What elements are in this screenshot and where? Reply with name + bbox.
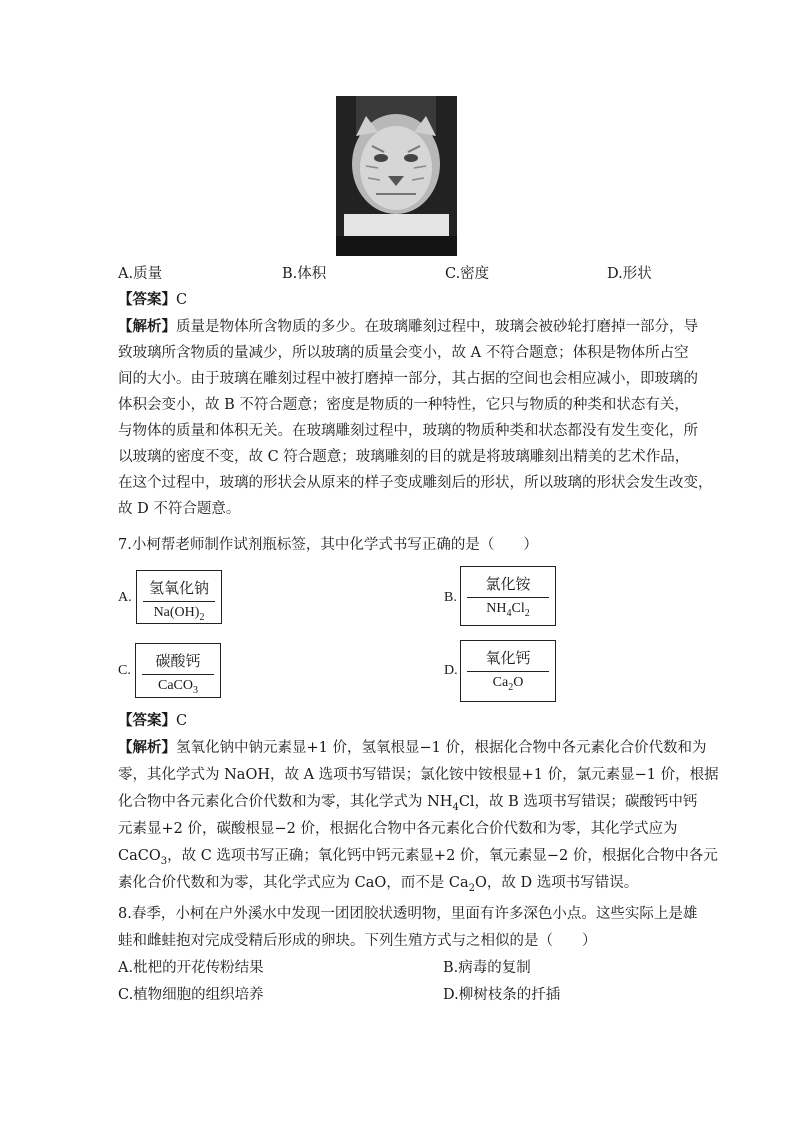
q6-analysis-line-4: 体积会变小，故 B 不符合题意；密度是物质的一种特性，它只与物质的种类和状态有关， (118, 397, 689, 413)
label-d-formula: $Ca_2O$ (492, 675, 524, 693)
q7-letter-b: B. (444, 590, 457, 605)
q7-label-b (460, 566, 556, 626)
analysis-tag: 【解析】 (118, 739, 176, 756)
answer-tag: 【答案】 (118, 712, 176, 729)
q6-analysis-line-7: 在这个过程中，玻璃的形状会从原来的样子变成雕刻后的形状，所以玻璃的形状会发生改变， (118, 475, 713, 491)
q7-label-c (135, 643, 221, 698)
label-c-rule (142, 674, 214, 675)
answer-tag: 【答案】 (118, 291, 176, 308)
tiger-image (336, 96, 457, 256)
analysis-tag: 【解析】 (118, 318, 176, 335)
label-d-rule (467, 671, 549, 672)
label-a-formula: $Na(OH)_2$ (153, 605, 205, 623)
q7-answer (118, 708, 187, 734)
q7-label-a (136, 570, 222, 624)
q6-analysis-line-2: 致玻璃所含物质的量减少，所以玻璃的质量会变小，故 A 不符合题意；体积是物体所占空 (118, 345, 689, 361)
q8-question-line-1: 8.春季，小柯在户外溪水中发现一团团胶状透明物，里面有许多深色小点。这些实际上是雄 (118, 906, 698, 922)
q7-analysis-line-6: 素化合价代数和为零，其化学式应为 CaO，而不是 $Ca_2O$，故 D 选项书写错误。 (118, 875, 639, 894)
label-b-name: 氯化铵 (485, 577, 531, 593)
q6-option-b: B.体积 (282, 266, 327, 282)
q7-label-d (460, 640, 556, 702)
answer-value: C (176, 713, 188, 729)
q8-option-a: A.枇杷的开花传粉结果 (118, 960, 264, 976)
label-b-formula: $NH_4Cl_2$ (486, 601, 530, 619)
analysis-text: 氢氧化钠中钠元素显+1 价，氢氧根显−1 价，根据化合物中各元素化合价代数和为 (176, 740, 707, 756)
q6-option-c: C.密度 (445, 266, 490, 282)
q7-analysis-line-5: CaCO$_3$，故 C 选项书写正确；氧化钙中钙元素显+2 价，氧元素显−2 价，根据化合物中各元 (118, 848, 718, 867)
q6-answer (118, 287, 187, 313)
q8-option-d: D.柳树枝条的扦插 (443, 987, 561, 1003)
q8-question-line-2: 蛙和雌蛙抱对完成受精后形成的卵块。下列生殖方式与之相似的是（ ） (118, 933, 597, 949)
q6-analysis-line-5: 与物体的质量和体积无关。在玻璃雕刻过程中，玻璃的物质种类和状态都没有发生变化，所 (118, 423, 698, 439)
label-a-rule (143, 601, 215, 602)
analysis-text: 质量是物体所含物质的多少。在玻璃雕刻过程中，玻璃会被砂轮打磨掉一部分，导 (176, 319, 698, 335)
q7-letter-d: D. (444, 663, 458, 678)
q6-option-d: D.形状 (607, 266, 652, 282)
q7-question: 7.小柯帮老师制作试剂瓶标签，其中化学式书写正确的是（ ） (118, 537, 538, 553)
q6-option-a: A.质量 (118, 266, 163, 282)
label-d-name: 氧化钙 (485, 651, 531, 667)
glass-tiger-photo (336, 96, 457, 256)
q6-analysis-line-3: 间的大小。由于玻璃在雕刻过程中被打磨掉一部分，其占据的空间也会相应减小，即玻璃的 (118, 371, 698, 387)
q8-option-c: C.植物细胞的组织培养 (118, 987, 264, 1003)
q7-letter-c: C. (118, 663, 131, 678)
q7-analysis-line-3: 化合物中各元素化合价代数和为零，其化学式为 $NH_4Cl$，故 B 选项书写错误；碳酸钙中钙 (118, 794, 698, 813)
q7-letter-a: A. (118, 590, 132, 605)
label-b-rule (467, 597, 549, 598)
q6-analysis-line-6: 以玻璃的密度不变，故 C 符合题意；玻璃雕刻的目的就是将玻璃雕刻出精美的艺术作品， (118, 449, 690, 465)
q8-option-b: B.病毒的复制 (443, 960, 531, 976)
q6-analysis-line-1 (118, 314, 698, 340)
answer-value: C (176, 292, 188, 308)
q7-analysis-line-4: 元素显+2 价，碳酸根显−2 价，根据化合物中各元素化合价代数和为零，其化学式应为 (118, 821, 678, 837)
q6-analysis-line-8: 故 D 不符合题意。 (118, 501, 241, 517)
label-c-name: 碳酸钙 (155, 654, 201, 670)
q7-analysis-line-1 (118, 735, 706, 761)
label-a-name: 氢氧化钠 (148, 581, 209, 597)
q7-analysis-line-2: 零，其化学式为 NaOH，故 A 选项书写错误；氯化铵中铵根显+1 价，氯元素显−1 价，根据 (118, 767, 719, 783)
label-c-formula: CaCO$_3$ (158, 678, 198, 696)
